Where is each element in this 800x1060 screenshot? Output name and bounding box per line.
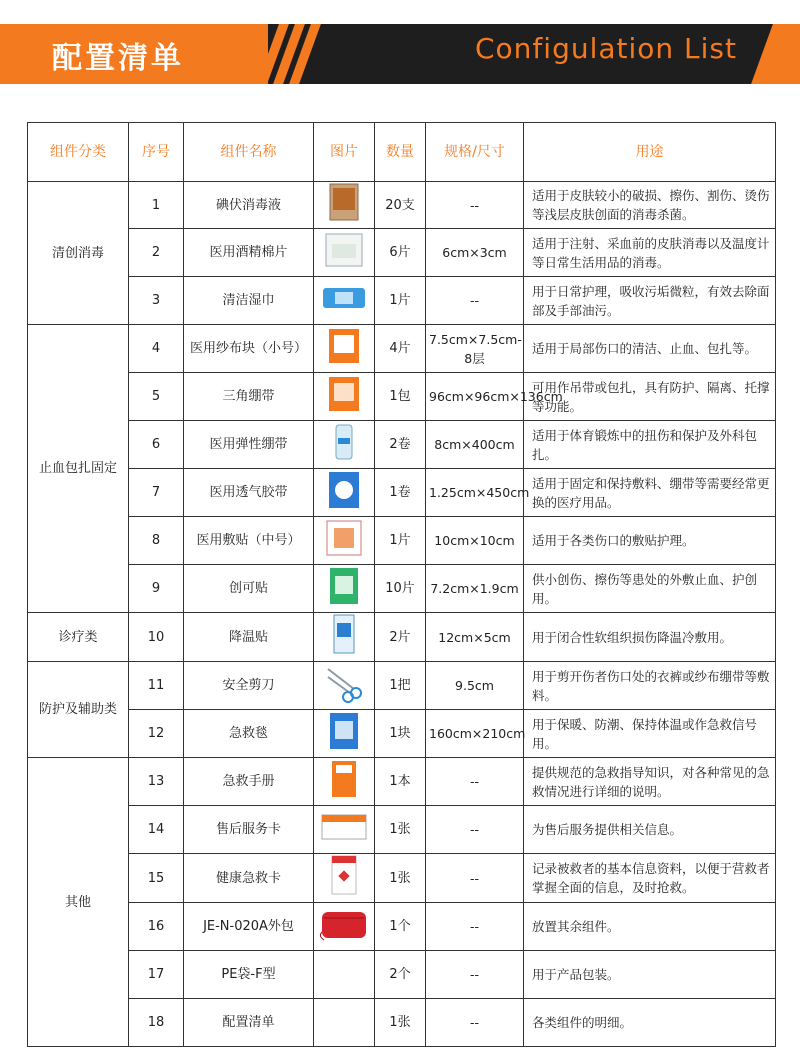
spec-cell: 7.5cm×7.5cm-8层 (426, 325, 524, 373)
table-row (28, 421, 776, 469)
table-row (28, 469, 776, 517)
header-quantity: 数量 (375, 123, 426, 182)
table-row (28, 758, 776, 806)
picture-cell (314, 469, 375, 517)
table-row (28, 373, 776, 421)
use-cell: 用于保暖、防潮、保持体温或作急救信号用。 (524, 710, 776, 758)
table-row (28, 662, 776, 710)
category-cell: 清创消毒 (28, 182, 129, 325)
name-cell: 急救手册 (184, 758, 314, 806)
config-table (27, 122, 776, 1047)
table-row (28, 854, 776, 903)
use-cell: 适用于各类伤口的敷贴护理。 (524, 517, 776, 565)
quantity-cell: 2卷 (375, 421, 426, 469)
manual-booklet-icon (329, 759, 359, 805)
table-row (28, 806, 776, 854)
spec-cell: -- (426, 951, 524, 999)
table-header-row (28, 123, 776, 182)
elastic-bandage-icon (329, 422, 359, 468)
use-cell: 为售后服务提供相关信息。 (524, 806, 776, 854)
quantity-cell: 20支 (375, 182, 426, 229)
banner-right-accent (751, 24, 800, 84)
name-cell: 医用弹性绷带 (184, 421, 314, 469)
spec-cell: -- (426, 999, 524, 1047)
table-row (28, 903, 776, 951)
quantity-cell: 1片 (375, 517, 426, 565)
name-cell: 三角绷带 (184, 373, 314, 421)
spec-cell: -- (426, 277, 524, 325)
name-cell: JE-N-020A外包 (184, 903, 314, 951)
spec-cell: 7.2cm×1.9cm (426, 565, 524, 613)
number-cell: 7 (129, 469, 184, 517)
spec-cell: 160cm×210cm (426, 710, 524, 758)
alcohol-pad-icon (324, 232, 364, 274)
picture-cell (314, 710, 375, 758)
picture-cell (314, 613, 375, 662)
header-name: 组件名称 (184, 123, 314, 182)
quantity-cell: 1本 (375, 758, 426, 806)
spec-cell: 6cm×3cm (426, 229, 524, 277)
picture-cell (314, 229, 375, 277)
spec-cell: -- (426, 854, 524, 903)
table-row (28, 999, 776, 1047)
name-cell: 碘伏消毒液 (184, 182, 314, 229)
quantity-cell: 4片 (375, 325, 426, 373)
picture-cell (314, 903, 375, 951)
table-row (28, 325, 776, 373)
number-cell: 10 (129, 613, 184, 662)
number-cell: 13 (129, 758, 184, 806)
name-cell: 医用酒精棉片 (184, 229, 314, 277)
scissors-icon (322, 663, 366, 709)
emergency-blanket-icon (326, 711, 362, 757)
quantity-cell: 1个 (375, 903, 426, 951)
name-cell: 清洁湿巾 (184, 277, 314, 325)
use-cell: 适用于注射、采血前的皮肤消毒以及温度计等日常生活用品的消毒。 (524, 229, 776, 277)
number-cell: 6 (129, 421, 184, 469)
number-cell: 11 (129, 662, 184, 710)
gauze-pad-icon (325, 327, 363, 371)
use-cell: 放置其余组件。 (524, 903, 776, 951)
table-row (28, 517, 776, 565)
use-cell: 用于日常护理，吸收污垢微粒，有效去除面部及手部油污。 (524, 277, 776, 325)
name-cell: 医用敷贴（中号） (184, 517, 314, 565)
iodine-swab-pack-icon (327, 182, 361, 228)
header-spec: 规格/尺寸 (426, 123, 524, 182)
table-row (28, 951, 776, 999)
header-banner (0, 24, 800, 84)
number-cell: 3 (129, 277, 184, 325)
use-cell: 供小创伤、擦伤等患处的外敷止血、护创用。 (524, 565, 776, 613)
category-cell: 防护及辅助类 (28, 662, 129, 758)
name-cell: PE袋-F型 (184, 951, 314, 999)
picture-cell (314, 517, 375, 565)
use-cell: 适用于体育锻炼中的扭伤和保护及外科包扎。 (524, 421, 776, 469)
number-cell: 14 (129, 806, 184, 854)
picture-cell (314, 951, 375, 999)
quantity-cell: 1把 (375, 662, 426, 710)
name-cell: 健康急救卡 (184, 854, 314, 903)
wet-wipe-icon (321, 284, 367, 318)
triangle-bandage-icon (325, 375, 363, 419)
quantity-cell: 6片 (375, 229, 426, 277)
use-cell: 用于产品包装。 (524, 951, 776, 999)
dressing-pad-icon (324, 518, 364, 564)
number-cell: 18 (129, 999, 184, 1047)
table-row (28, 613, 776, 662)
spec-cell: -- (426, 806, 524, 854)
header-use: 用途 (524, 123, 776, 182)
tape-roll-icon (325, 470, 363, 516)
use-cell: 可用作吊带或包扎，具有防护、隔离、托撑等功能。 (524, 373, 776, 421)
table-body (28, 182, 776, 1047)
spec-cell: 9.5cm (426, 662, 524, 710)
name-cell: 创可贴 (184, 565, 314, 613)
spec-cell: -- (426, 903, 524, 951)
picture-cell (314, 854, 375, 903)
name-cell: 安全剪刀 (184, 662, 314, 710)
name-cell: 配置清单 (184, 999, 314, 1047)
category-cell: 诊疗类 (28, 613, 129, 662)
picture-cell (314, 325, 375, 373)
spec-cell: 12cm×5cm (426, 613, 524, 662)
number-cell: 5 (129, 373, 184, 421)
picture-cell (314, 565, 375, 613)
cooling-patch-icon (330, 613, 358, 661)
page-title-en: Configulation List (475, 32, 738, 65)
picture-cell (314, 999, 375, 1047)
name-cell: 降温贴 (184, 613, 314, 662)
red-pouch-icon (318, 906, 370, 948)
quantity-cell: 1片 (375, 277, 426, 325)
quantity-cell: 1张 (375, 854, 426, 903)
number-cell: 4 (129, 325, 184, 373)
quantity-cell: 1块 (375, 710, 426, 758)
quantity-cell: 1张 (375, 806, 426, 854)
number-cell: 9 (129, 565, 184, 613)
number-cell: 12 (129, 710, 184, 758)
picture-cell (314, 373, 375, 421)
table-row (28, 565, 776, 613)
category-cell: 其他 (28, 758, 129, 1047)
use-cell: 适用于固定和保持敷料、绷带等需要经常更换的医疗用品。 (524, 469, 776, 517)
spec-cell: 8cm×400cm (426, 421, 524, 469)
picture-cell (314, 421, 375, 469)
header-category: 组件分类 (28, 123, 129, 182)
quantity-cell: 2片 (375, 613, 426, 662)
service-card-icon (320, 812, 368, 848)
header-picture: 图片 (314, 123, 375, 182)
name-cell: 医用纱布块（小号） (184, 325, 314, 373)
table-row (28, 277, 776, 325)
spec-cell: -- (426, 182, 524, 229)
quantity-cell: 10片 (375, 565, 426, 613)
use-cell: 各类组件的明细。 (524, 999, 776, 1047)
quantity-cell: 2个 (375, 951, 426, 999)
health-card-icon (329, 854, 359, 902)
spec-cell: 10cm×10cm (426, 517, 524, 565)
name-cell: 售后服务卡 (184, 806, 314, 854)
category-cell: 止血包扎固定 (28, 325, 129, 613)
number-cell: 8 (129, 517, 184, 565)
picture-cell (314, 277, 375, 325)
table-row (28, 229, 776, 277)
spec-cell: 96cm×96cm×136cm (426, 373, 524, 421)
number-cell: 17 (129, 951, 184, 999)
picture-cell (314, 758, 375, 806)
page-title: 配置清单 (52, 41, 184, 76)
number-cell: 15 (129, 854, 184, 903)
table-row (28, 182, 776, 229)
name-cell: 医用透气胶带 (184, 469, 314, 517)
quantity-cell: 1张 (375, 999, 426, 1047)
picture-cell (314, 182, 375, 229)
number-cell: 1 (129, 182, 184, 229)
use-cell: 用于闭合性软组织损伤降温冷敷用。 (524, 613, 776, 662)
number-cell: 16 (129, 903, 184, 951)
picture-cell (314, 806, 375, 854)
name-cell: 急救毯 (184, 710, 314, 758)
use-cell: 适用于局部伤口的清洁、止血、包扎等。 (524, 325, 776, 373)
use-cell: 记录被救者的基本信息资料，以便于营救者掌握全面的信息，及时抢救。 (524, 854, 776, 903)
picture-cell (314, 662, 375, 710)
number-cell: 2 (129, 229, 184, 277)
quantity-cell: 1包 (375, 373, 426, 421)
use-cell: 用于剪开伤者伤口处的衣裤或纱布绷带等敷料。 (524, 662, 776, 710)
header-number: 序号 (129, 123, 184, 182)
spec-cell: -- (426, 758, 524, 806)
band-aid-icon (326, 566, 362, 612)
use-cell: 适用于皮肤较小的破损、擦伤、割伤、烫伤等浅层皮肤创面的消毒杀菌。 (524, 182, 776, 229)
quantity-cell: 1卷 (375, 469, 426, 517)
use-cell: 提供规范的急救指导知识，对各种常见的急救情况进行详细的说明。 (524, 758, 776, 806)
spec-cell: 1.25cm×450cm (426, 469, 524, 517)
table-row (28, 710, 776, 758)
